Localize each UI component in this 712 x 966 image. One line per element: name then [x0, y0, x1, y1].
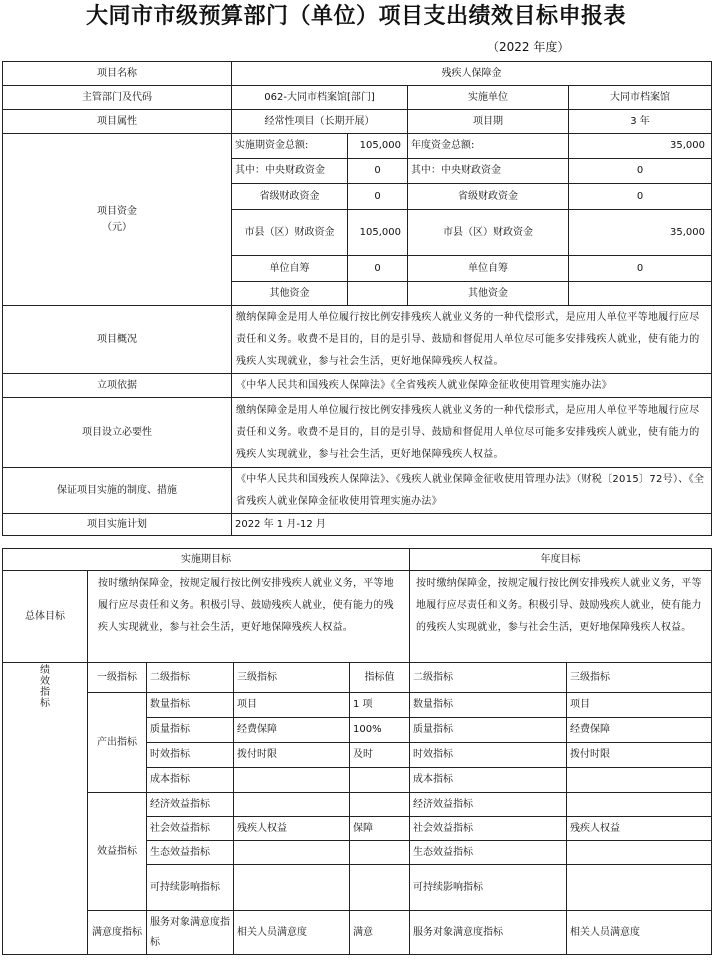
funds-r-label: 省级财政资金	[408, 184, 569, 210]
row-overview	[3, 306, 712, 374]
funds-r-value: 0	[569, 256, 712, 282]
indicator-r2: 生态效益指标	[410, 841, 567, 865]
funds-l-label: 实施期资金总额:	[232, 134, 348, 159]
overview-text: 缴纳保障金是用人单位履行按比例安排残疾人就业义务的一种代偿形式，是应用人单位平等地履行应尽责任和义务。收费不是目的，目的是引导、鼓励和督促用人单位尽可能多安排残疾人就业，使有能力的残疾人实现就业，参与社会生活，更好地保障残疾人权益。	[232, 306, 712, 374]
funds-row	[3, 134, 712, 159]
funds-r-label: 年度资金总额:	[408, 134, 569, 159]
project-name-label: 项目名称	[3, 62, 232, 86]
funds-l-value	[348, 282, 408, 306]
indicator-r3	[567, 793, 712, 817]
indicator-header-row	[3, 663, 712, 693]
indicator-l3	[234, 768, 350, 793]
project-name-value: 残疾人保障金	[232, 62, 712, 86]
indicator-r3: 拨付时限	[567, 743, 712, 768]
indicators-side-label: 绩效指标	[40, 665, 50, 709]
indicator-r2: 经济效益指标	[410, 793, 567, 817]
indicator-r3: 残疾人权益	[567, 817, 712, 841]
indicator-l2: 数量指标	[147, 693, 234, 718]
indicator-value	[350, 841, 410, 865]
funds-l-value: 105,000	[348, 210, 408, 256]
page-title: 大同市市级预算部门（单位）项目支出绩效目标申报表	[85, 4, 626, 29]
indicator-r3: 项目	[567, 693, 712, 718]
funds-r-value	[569, 282, 712, 306]
funds-r-label: 市县（区）财政资金	[408, 210, 569, 256]
goals-header-row	[3, 549, 712, 571]
indicator-l3: 项目	[234, 693, 350, 718]
indicator-r2: 可持续影响指标	[410, 865, 567, 911]
funds-r-value: 0	[569, 159, 712, 184]
goals-indicators-table	[2, 548, 712, 955]
indicator-value: 及时	[350, 743, 410, 768]
indicator-r2: 成本指标	[410, 768, 567, 793]
col-level2-right: 二级指标	[410, 663, 567, 693]
indicator-l3: 经费保障	[234, 718, 350, 743]
funds-label: 项目资金	[97, 205, 137, 217]
col-level3-right: 三级指标	[567, 663, 712, 693]
impl-unit-value: 大同市档案馆	[569, 86, 712, 110]
col-level2: 二级指标	[147, 663, 234, 693]
indicator-r2: 时效指标	[410, 743, 567, 768]
row-project-name	[3, 62, 712, 86]
funds-l-label: 市县（区）财政资金	[232, 210, 348, 256]
indicator-r2: 质量指标	[410, 718, 567, 743]
plan-text: 2022 年 1 月-12 月	[232, 514, 712, 536]
indicator-r3	[567, 865, 712, 911]
indicator-l2: 成本指标	[147, 768, 234, 793]
year-goal-text: 按时缴纳保障金，按规定履行按比例安排残疾人就业义务，平等地履行应尽责任和义务。积极引导、鼓励残疾人就业，使有能力的残疾人实现就业，参与社会生活，更好地保障残疾人权益。	[410, 571, 712, 663]
indicator-row	[3, 911, 712, 955]
indicator-r3: 相关人员满意度	[567, 911, 712, 955]
benefit-indicator-label: 效益指标	[88, 793, 147, 911]
indicator-l2: 服务对象满意度指标	[147, 911, 234, 955]
funds-l-value: 0	[348, 159, 408, 184]
basis-text: 《中华人民共和国残疾人保障法》《全省残疾人就业保障金征收使用管理实施办法》	[232, 374, 712, 398]
overall-goal-label: 总体目标	[3, 571, 88, 663]
col-level1: 一级指标	[88, 663, 147, 693]
indicator-r3	[567, 841, 712, 865]
row-attr	[3, 110, 712, 134]
attr-value: 经常性项目（长期开展）	[232, 110, 408, 134]
impl-goal-header: 实施期目标	[3, 549, 410, 571]
funds-l-label: 其他资金	[232, 282, 348, 306]
attr-label: 项目属性	[3, 110, 232, 134]
indicator-r2: 数量指标	[410, 693, 567, 718]
indicator-l2: 经济效益指标	[147, 793, 234, 817]
indicator-row	[3, 693, 712, 718]
indicator-l3: 拨付时限	[234, 743, 350, 768]
col-value: 指标值	[350, 663, 410, 693]
indicator-value: 100%	[350, 718, 410, 743]
indicator-value: 满意	[350, 911, 410, 955]
dept-label: 主管部门及代码	[3, 86, 232, 110]
indicator-value: 1 项	[350, 693, 410, 718]
impl-unit-label: 实施单位	[408, 86, 569, 110]
funds-l-value: 0	[348, 256, 408, 282]
indicator-r3: 经费保障	[567, 718, 712, 743]
row-dept	[3, 86, 712, 110]
necessity-label: 项目设立必要性	[3, 398, 232, 468]
plan-label: 项目实施计划	[3, 514, 232, 536]
year-goal-header: 年度目标	[410, 549, 712, 571]
funds-l-label: 单位自筹	[232, 256, 348, 282]
indicator-l2: 时效指标	[147, 743, 234, 768]
satisfaction-indicator-label: 满意度指标	[88, 911, 147, 955]
period-label: 项目期	[408, 110, 569, 134]
project-info-table	[2, 61, 712, 536]
indicator-value: 保障	[350, 817, 410, 841]
indicator-row	[3, 793, 712, 817]
funds-r-label: 其他资金	[408, 282, 569, 306]
impl-goal-text: 按时缴纳保障金，按规定履行按比例安排残疾人就业义务，平等地履行应尽责任和义务。积极引导、鼓励残疾人就业，使有能力的残疾人实现就业，参与社会生活，更好地保障残疾人权益。	[88, 571, 410, 663]
indicator-l3: 相关人员满意度	[234, 911, 350, 955]
overall-goal-row	[3, 571, 712, 663]
indicator-r2: 社会效益指标	[410, 817, 567, 841]
indicator-value	[350, 865, 410, 911]
funds-label-cell	[3, 134, 232, 306]
row-plan	[3, 514, 712, 536]
dept-value: 062-大同市档案馆[部门]	[232, 86, 408, 110]
output-indicator-label: 产出指标	[88, 693, 147, 793]
indicator-l2: 生态效益指标	[147, 841, 234, 865]
funds-l-value: 0	[348, 184, 408, 210]
funds-l-label: 省级财政资金	[232, 184, 348, 210]
indicator-l3	[234, 865, 350, 911]
funds-r-value: 35,000	[569, 134, 712, 159]
funds-r-label: 其中：中央财政资金	[408, 159, 569, 184]
indicator-l2: 可持续影响指标	[147, 865, 234, 911]
indicators-side-cell	[3, 663, 88, 955]
funds-l-value: 105,000	[348, 134, 408, 159]
funds-r-value: 0	[569, 184, 712, 210]
necessity-text: 缴纳保障金是用人单位履行按比例安排残疾人就业义务的一种代偿形式，是应用人单位平等地履行应尽责任和义务。收费不是目的，目的是引导、鼓励和督促用人单位尽可能多安排残疾人就业，使有能力的残疾人实现就业，参与社会生活，更好地保障残疾人权益。	[232, 398, 712, 468]
indicator-l2: 质量指标	[147, 718, 234, 743]
indicator-r2: 服务对象满意度指标	[410, 911, 567, 955]
indicator-l3: 残疾人权益	[234, 817, 350, 841]
overview-label: 项目概况	[3, 306, 232, 374]
measures-text: 《中华人民共和国残疾人保障法》、《残疾人就业保障金征收使用管理办法》（财税〔2015〕72号）、《全省残疾人就业保障金征收使用管理实施办法》	[232, 468, 712, 514]
measures-label: 保证项目实施的制度、措施	[3, 468, 232, 514]
indicator-l2: 社会效益指标	[147, 817, 234, 841]
col-level3: 三级指标	[234, 663, 350, 693]
funds-r-label: 单位自筹	[408, 256, 569, 282]
period-value: 3 年	[569, 110, 712, 134]
funds-r-value: 35,000	[569, 210, 712, 256]
fiscal-year: （2022 年度）	[487, 40, 570, 54]
indicator-value	[350, 768, 410, 793]
funds-l-label: 其中：中央财政资金	[232, 159, 348, 184]
indicator-r3	[567, 768, 712, 793]
indicator-l3	[234, 841, 350, 865]
indicator-l3	[234, 793, 350, 817]
basis-label: 立项依据	[3, 374, 232, 398]
row-necessity	[3, 398, 712, 468]
indicator-value	[350, 793, 410, 817]
row-measures	[3, 468, 712, 514]
row-basis	[3, 374, 712, 398]
funds-unit: （元）	[102, 221, 132, 233]
